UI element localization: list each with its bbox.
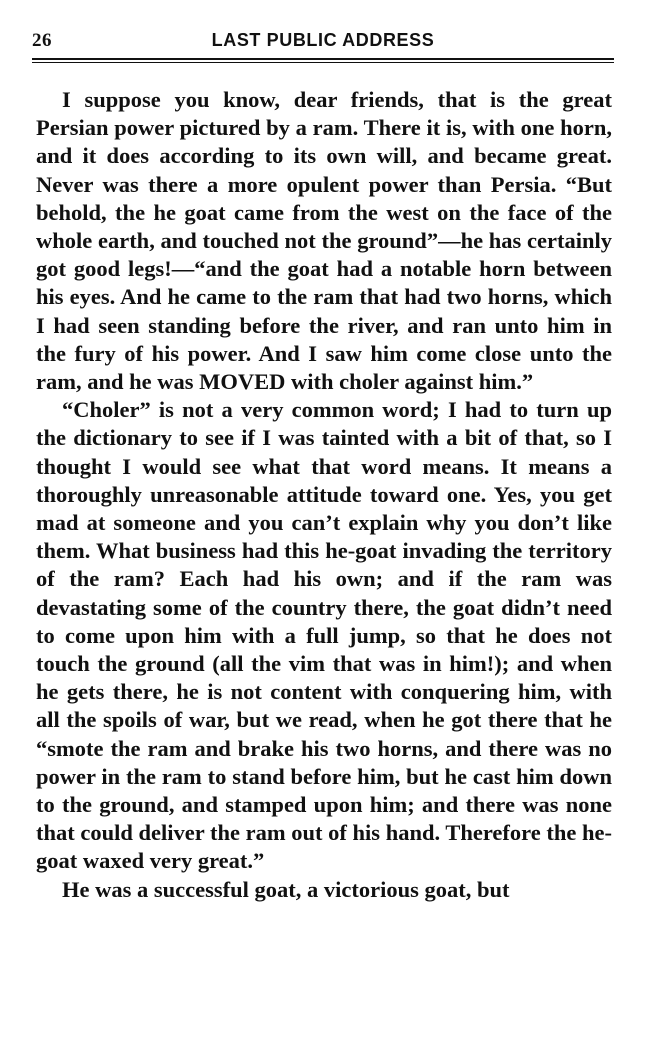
page-number: 26 [32,30,52,51]
paragraph-2: “Choler” is not a very common word; I had to turn up the dictionary to see if I was tainted with a bit of that, so I thought I would see what that word means. It means a thoroughly unreasonable attitude toward one. Yes, you get mad at someone and you can’t explain why you don’t like them. What business had this he-goat invading the territory of the ram? Each had his own; and if the ram was devastating some of the country there, the goat didn’t need to come upon him with a full jump, so that he does not touch the ground (all the vim that was in him!); and when he gets there, he is not content with conquering him, with all the spoils of war, but we read, when he got there that he “smote the ram and brake his two horns, and there was no power in the ram to stand before him, but he cast him down to the ground, and stamped upon him; and there was none that could deliver the ram out of his hand. Therefore the he-goat waxed very great.” [36,397,612,874]
header-rule-thin [32,62,614,63]
body-text [36,86,612,904]
page-header [32,30,614,58]
paragraph-1: I suppose you know, dear friends, that is the great Persian power pictured by a ram. There it is, with one horn, and it does according to its own will, and became great. Never was there a more opulent power than Persia. “But behold, the he goat came from the west on the face of the whole earth, and touched not the ground”—he has certainly got good legs!—“and the goat had a notable horn between his eyes. And he came to the ram that had two horns, which I had seen standing before the river, and ran unto him in the fury of his power. And I saw him come close unto the ram, and he was MOVED with choler against him.” [36,87,612,395]
running-title: LAST PUBLIC ADDRESS [211,30,435,50]
header-rule-thick [32,58,614,60]
paragraph-3: He was a successful goat, a victorious goat, but [62,876,510,902]
